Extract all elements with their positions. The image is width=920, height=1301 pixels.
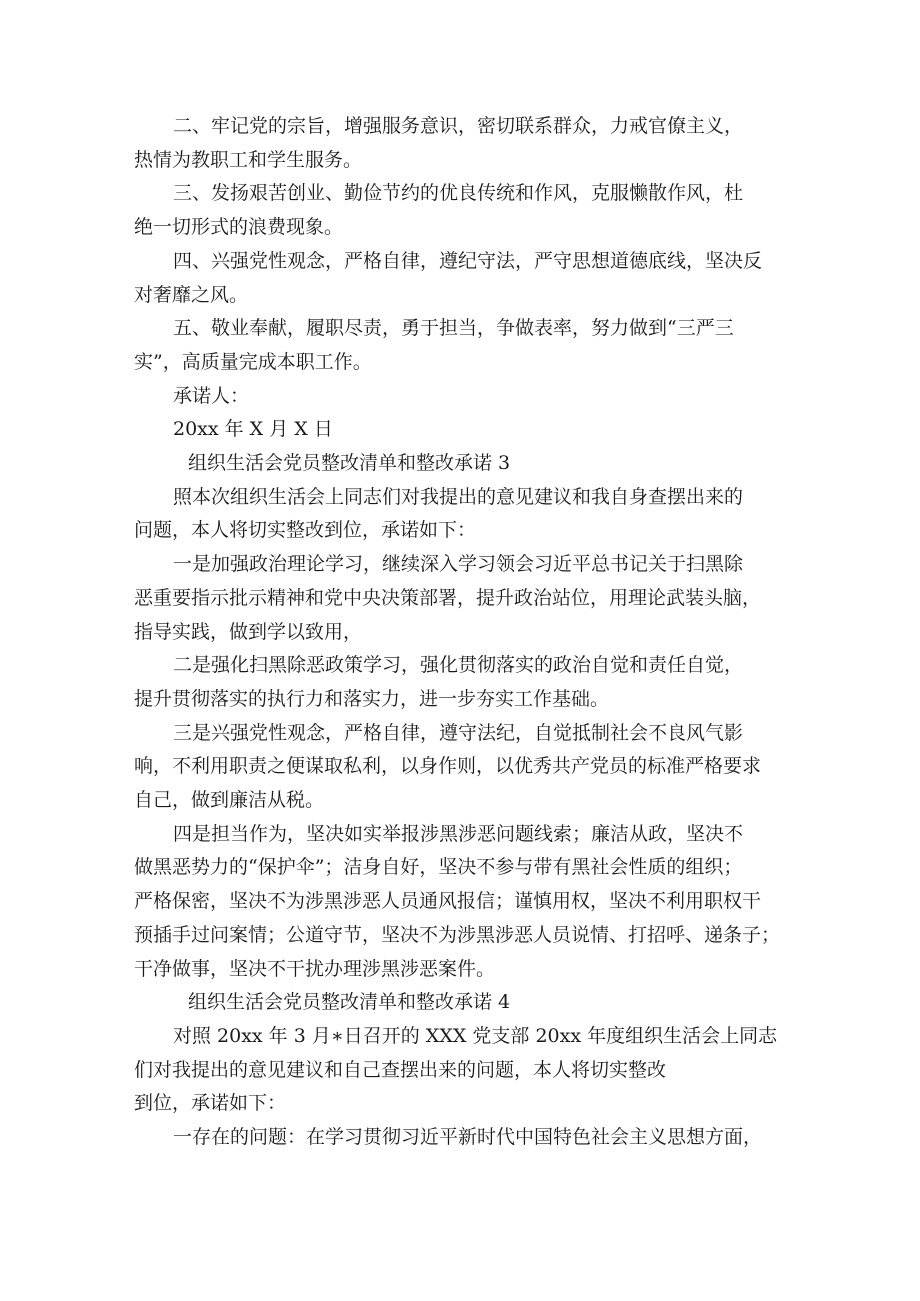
body-text-line: 三是兴强党性观念，严格自律，遵守法纪，自觉抵制社会不良风气影 (173, 721, 744, 744)
body-text-line: 实”，高质量完成本职工作。 (134, 350, 372, 373)
body-text-line: 到位，承诺如下： (134, 1092, 287, 1115)
body-text-line: 们对我提出的意见建议和自己查摆出来的问题，本人将切实整改 (134, 1058, 667, 1081)
body-text-line: 二、牢记党的宗旨，增强服务意识，密切联系群众，力戒官僚主义， (173, 115, 744, 137)
body-text-line: 绝一切形式的浪费现象。 (134, 216, 344, 239)
body-text-line: 三、发扬艰苦创业、勤俭节约的优良传统和作风，克服懒散作风，杜 (173, 182, 744, 205)
body-text-line: 提升贯彻落实的执行力和落实力，进一步夯实工作基础。 (134, 687, 610, 710)
body-text-line: 对照 20xx 年 3 月∗日召开的 XXX 党支部 20xx 年度组织生活会上同志 (173, 1024, 778, 1047)
body-text-line: 严格保密，坚决不为涉黑涉恶人员通风报信；谨慎用权，坚决不利用职权干 (134, 890, 762, 913)
body-text-line: 四是担当作为，坚决如实举报涉黑涉恶问题线索；廉洁从政，坚决不 (173, 822, 744, 845)
body-text-line: 预插手过问案情；公道守节，坚决不为涉黑涉恶人员说情、打招呼、递条子； (134, 923, 781, 946)
body-text-line: 问题，本人将切实整改到位，承诺如下： (134, 519, 477, 542)
body-text-line: 一存在的问题：在学习贯彻习近平新时代中国特色社会主义思想方面， (173, 1126, 763, 1149)
body-text-line: 五、敬业奉献，履职尽责，勇于担当，争做表率，努力做到“三严三 (173, 317, 734, 340)
body-text-line: 响，不利用职责之便谋取私利，以身作则，以优秀共产党员的标准严格要求 (134, 755, 762, 778)
body-text-line: 恶重要指示批示精神和党中央决策部署，提升政治站位，用理论武装头脑， (134, 586, 762, 609)
document-body (134, 110, 794, 1155)
body-text-line: 干净做事，坚决不干扰办理涉黑涉恶案件。 (134, 957, 496, 980)
body-text-line: 一是加强政治理论学习，继续深入学习领会习近平总书记关于扫黑除 (173, 553, 744, 576)
body-text-line: 热情为教职工和学生服务。 (134, 148, 363, 171)
body-text-line: 二是强化扫黑除恶政策学习，强化贯彻落实的政治自觉和责任自觉， (173, 654, 744, 677)
body-text-line: 自己，做到廉洁从税。 (134, 789, 325, 812)
body-text-line: 做黑恶势力的“保护伞”；洁身自好，坚决不参与带有黑社会性质的组织； (134, 856, 743, 879)
signature-label: 承诺人： (173, 384, 250, 407)
body-text-line: 指导实践，做到学以致用， (134, 620, 363, 643)
section-title: 组织生活会党员整改清单和整改承诺 3 (188, 452, 511, 475)
section-title: 组织生活会党员整改清单和整改承诺 4 (188, 991, 511, 1014)
body-text-line: 照本次组织生活会上同志们对我提出的意见建议和我自身查摆出来的 (173, 485, 744, 508)
date-line: 20xx 年 X 月 X 日 (173, 418, 333, 441)
body-text-line: 四、兴强党性观念，严格自律，遵纪守法，严守思想道德底线，坚决反 (173, 249, 763, 272)
body-text-line: 对奢靡之风。 (134, 283, 249, 306)
